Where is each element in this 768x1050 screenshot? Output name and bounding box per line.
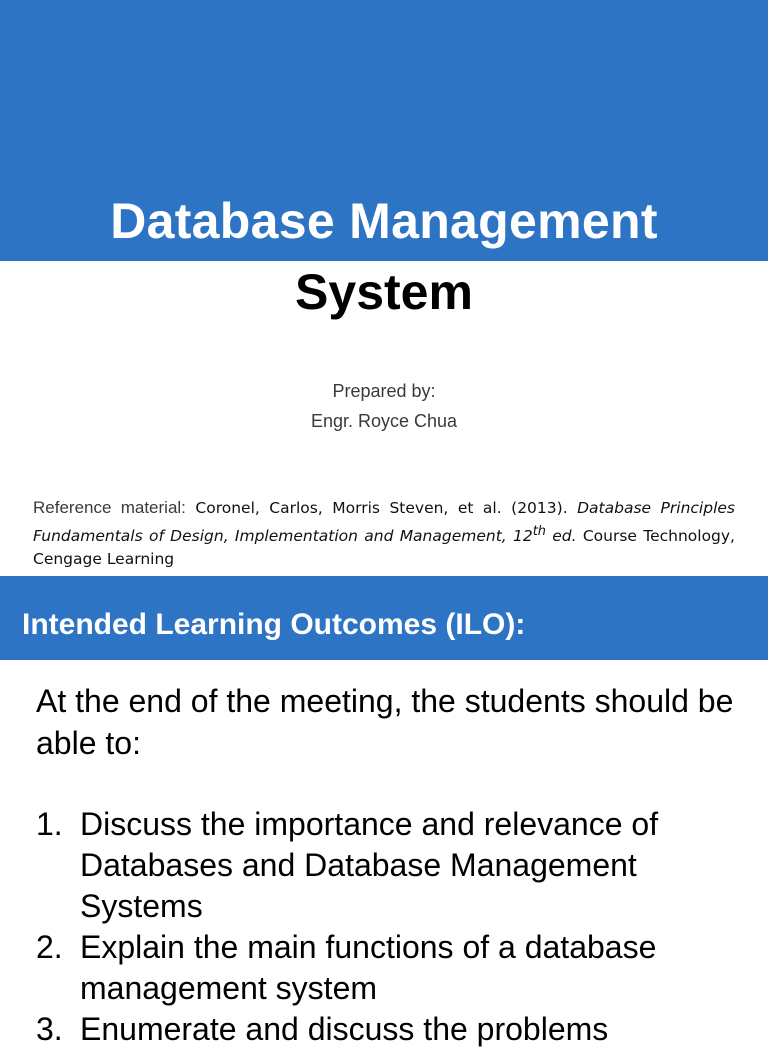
outcome-text: Explain the main functions of a database management system [80, 929, 657, 1006]
reference-edition-superscript: th [532, 524, 546, 539]
outcome-item [36, 927, 748, 1009]
author-name: Engr. Royce Chua [310, 411, 458, 431]
slide-title-line1: Database Management [110, 193, 658, 249]
reference-label: Reference material: [33, 498, 186, 517]
reference-citation [33, 496, 735, 571]
reference-book-title-text: Database Principles Fundamentals of Design, Implementation and Management, 12 [33, 499, 735, 546]
outcomes-list [36, 804, 748, 1050]
prepared-by-label: Prepared by: [332, 381, 436, 401]
outcome-text: Discuss the importance and relevance of Databases and Database Management Systems [80, 806, 659, 924]
outcome-text: Enumerate and discuss the problems [80, 1011, 609, 1047]
outcome-item [36, 804, 748, 927]
outcome-number: 1. [36, 806, 63, 842]
reference-edition-suffix: ed. [545, 527, 577, 546]
ilo-intro-text: At the end of the meeting, the students should be able to: [36, 683, 734, 761]
slide-title-line2: System [295, 264, 473, 320]
outcome-number: 3. [36, 1011, 63, 1047]
ilo-heading: Intended Learning Outcomes (ILO): [22, 608, 526, 641]
reference-publisher: Course Technology, Cengage Learning [33, 527, 735, 569]
outcome-item [36, 1009, 748, 1050]
outcome-number: 2. [36, 929, 63, 965]
reference-authors: Coronel, Carlos, Morris Steven, et al. (2013). [195, 499, 568, 517]
